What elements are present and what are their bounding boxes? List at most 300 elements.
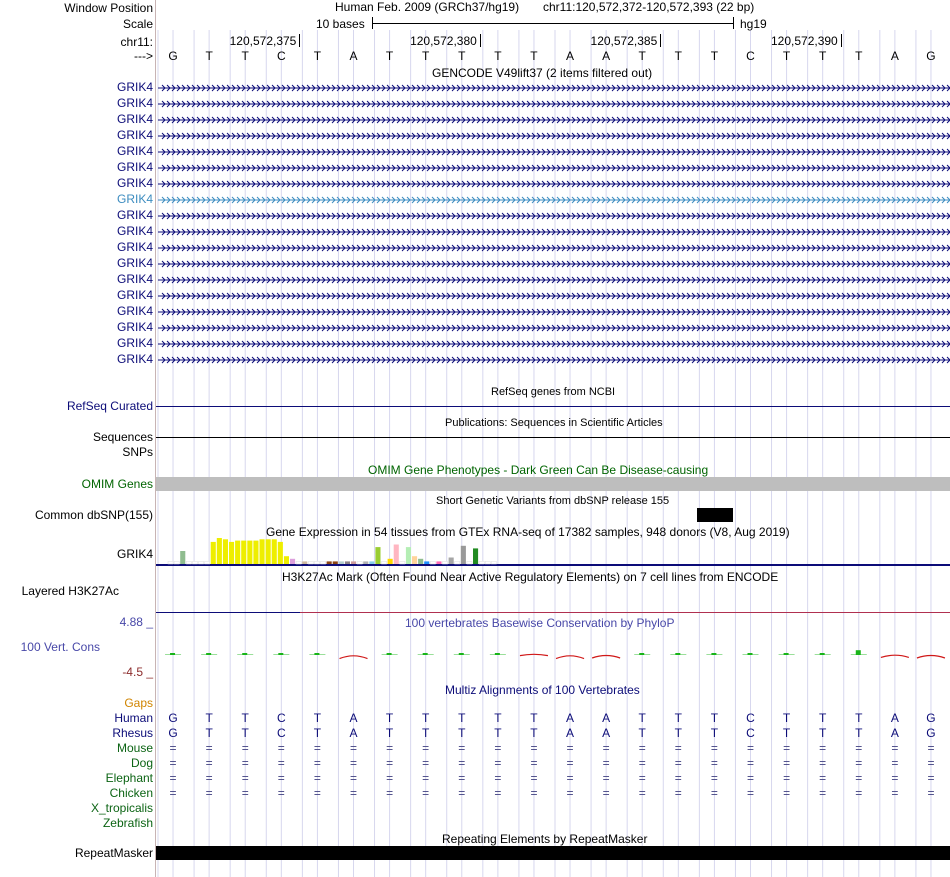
ruler-tick-label: 120,572,390 (770, 34, 838, 48)
multiz-base: = (783, 741, 791, 755)
gencode-gene-label[interactable]: GRIK4 (116, 240, 153, 254)
gtex-tissue-bar (229, 542, 234, 564)
reference-base: T (674, 49, 682, 63)
multiz-species-label[interactable]: Mouse (116, 741, 153, 755)
conservation-positive-mark (495, 653, 500, 655)
ruler-tick (480, 34, 481, 47)
gencode-gene-label[interactable]: GRIK4 (116, 144, 153, 158)
multiz-species-label[interactable]: Chicken (109, 786, 153, 800)
multiz-base: = (927, 786, 935, 800)
multiz-base: T (819, 711, 827, 725)
gtex-tissue-bar (247, 541, 252, 564)
multiz-base: = (710, 741, 718, 755)
conservation-positive-mark (278, 653, 283, 655)
gtex-tissue-bar (199, 561, 204, 564)
multiz-base: = (349, 741, 357, 755)
multiz-base: = (205, 756, 213, 770)
multiz-base: T (855, 726, 863, 740)
conservation-positive-mark (675, 653, 680, 655)
gtex-tissue-bar (296, 561, 301, 564)
gtex-tissue-bar (375, 547, 380, 564)
multiz-base: C (746, 726, 755, 740)
gtex-tissue-bar (430, 561, 435, 564)
gtex-tissue-bar (192, 561, 197, 564)
multiz-base: = (891, 756, 899, 770)
gtex-tissue-bar (235, 541, 240, 564)
scale-bar-right-tick (733, 17, 734, 29)
gencode-gene-model (158, 165, 950, 171)
conservation-ymax-label: 4.88 _ (119, 615, 153, 629)
reference-base: T (422, 49, 430, 63)
gtex-tissue-bar (443, 561, 448, 564)
multiz-base: = (205, 741, 213, 755)
gaps-label: Gaps (124, 696, 153, 710)
multiz-base: C (276, 711, 286, 725)
multiz-base: T (782, 711, 791, 725)
gtex-tissue-bar (345, 561, 350, 564)
h3k27ac-baseline-blue (156, 612, 300, 613)
reference-base: C (276, 49, 286, 63)
reference-base: T (710, 49, 719, 63)
reference-base: T (313, 49, 322, 63)
h3k27ac-track-title: H3K27Ac Mark (Often Found Near Active Regulatory Elements) on 7 cell lines from ENCODE (282, 570, 779, 584)
multiz-base: = (602, 771, 610, 785)
conservation-negative-mark (340, 656, 368, 659)
conservation-negative-mark (520, 654, 548, 655)
gtex-tissue-bar (260, 539, 265, 564)
reference-base: T (638, 49, 646, 63)
multiz-base: A (602, 726, 611, 740)
multiz-base: = (386, 786, 394, 800)
multiz-base: = (674, 786, 682, 800)
multiz-base: T (819, 726, 827, 740)
multiz-base: T (674, 726, 682, 740)
multiz-base: = (819, 741, 827, 755)
multiz-base: T (674, 711, 682, 725)
multiz-base: = (169, 756, 177, 770)
gtex-tissue-bar (363, 561, 368, 564)
gencode-gene-model (158, 261, 950, 267)
gencode-gene-label[interactable]: GRIK4 (116, 288, 153, 302)
multiz-base: = (566, 756, 574, 770)
multiz-species-label[interactable]: Rhesus (112, 726, 153, 740)
omim-track-title: OMIM Gene Phenotypes - Dark Green Can Be Disease-causing (368, 463, 709, 477)
refseq-gene-line[interactable] (156, 406, 950, 407)
multiz-base: = (494, 756, 502, 770)
conservation-positive-mark (639, 653, 644, 655)
multiz-species-label[interactable]: Elephant (105, 771, 153, 785)
gtex-tissue-bar (357, 561, 362, 564)
multiz-base: = (169, 771, 177, 785)
gtex-tissue-bar (412, 556, 417, 564)
gencode-gene-model (158, 357, 950, 363)
multiz-base: = (277, 756, 285, 770)
multiz-base: = (855, 771, 863, 785)
multiz-base: = (746, 756, 754, 770)
multiz-base: = (205, 771, 213, 785)
reference-base: A (566, 49, 575, 63)
h3k27ac-track-label[interactable]: Layered H3K27Ac (21, 584, 119, 598)
dbsnp-variant-block[interactable] (697, 508, 733, 522)
multiz-base: = (313, 786, 321, 800)
multiz-base: T (855, 711, 863, 725)
multiz-base: = (205, 786, 213, 800)
multiz-base: T (241, 726, 249, 740)
multiz-base: = (638, 756, 646, 770)
gencode-gene-label[interactable]: GRIK4 (116, 272, 153, 286)
scale-bar (372, 23, 733, 24)
reference-base: T (494, 49, 502, 63)
multiz-base: = (566, 741, 574, 755)
gtex-tissue-bar (461, 546, 466, 564)
multiz-base: = (638, 741, 646, 755)
gencode-gene-label[interactable]: GRIK4 (116, 256, 153, 270)
gtex-tissue-bar (382, 561, 387, 564)
gencode-gene-label[interactable]: GRIK4 (116, 192, 153, 206)
conservation-positive-mark (711, 653, 716, 655)
gencode-gene-model (158, 229, 950, 235)
gtex-tissue-bar (186, 561, 191, 564)
multiz-track-title: Multiz Alignments of 100 Vertebrates (445, 683, 640, 697)
dbsnp-track-label[interactable]: Common dbSNP(155) (34, 508, 153, 522)
multiz-base: = (602, 741, 610, 755)
gtex-tissue-bar (253, 541, 258, 564)
gencode-gene-label[interactable]: GRIK4 (116, 304, 153, 318)
multiz-base: = (783, 771, 791, 785)
multiz-species-label[interactable]: Zebrafish (102, 816, 153, 830)
ruler-tick-label: 120,572,375 (229, 34, 297, 48)
multiz-base: = (602, 756, 610, 770)
multiz-base: A (890, 711, 899, 725)
refseq-track-title: RefSeq genes from NCBI (491, 386, 616, 398)
reference-base: T (819, 49, 827, 63)
reference-base: G (926, 49, 936, 63)
gencode-gene-model (158, 149, 950, 155)
conservation-negative-mark (881, 655, 909, 657)
multiz-base: T (458, 711, 466, 725)
gtex-tissue-bar (424, 561, 429, 564)
multiz-base: = (710, 786, 718, 800)
gencode-gene-model (158, 85, 950, 91)
repeatmasker-feature-block[interactable] (156, 846, 950, 860)
gtex-tissue-bar (168, 561, 173, 564)
reference-base: T (205, 49, 213, 63)
gencode-gene-label[interactable]: GRIK4 (116, 352, 153, 366)
multiz-base: = (458, 741, 466, 755)
gencode-gene-model (158, 293, 950, 299)
multiz-base: T (385, 711, 394, 725)
multiz-base: = (458, 771, 466, 785)
gtex-tissue-bar (290, 559, 295, 564)
conservation-positive-mark (314, 653, 319, 655)
reference-base: T (241, 49, 249, 63)
multiz-base: A (566, 711, 575, 725)
multiz-base: = (710, 756, 718, 770)
multiz-base: = (855, 756, 863, 770)
multiz-species-label[interactable]: Human (114, 711, 153, 725)
multiz-base: A (602, 711, 611, 725)
gtex-tissue-bar (388, 559, 393, 564)
omim-feature-bar[interactable] (156, 477, 950, 491)
conservation-positive-mark (784, 653, 789, 655)
gtex-tissue-bar (485, 561, 490, 564)
track-label-column (0, 0, 155, 877)
gtex-tissue-bar (327, 561, 332, 564)
assembly-name: Human Feb. 2009 (GRCh37/hg19) (335, 0, 520, 14)
multiz-base: = (783, 756, 791, 770)
gencode-gene-label[interactable]: GRIK4 (116, 160, 153, 174)
gtex-track-label[interactable]: GRIK4 (116, 547, 153, 561)
multiz-base: = (349, 756, 357, 770)
multiz-base: G (926, 726, 936, 740)
reference-base: T (782, 49, 791, 63)
multiz-base: = (169, 741, 177, 755)
gencode-gene-label[interactable]: GRIK4 (116, 224, 153, 238)
gencode-track-title: GENCODE V49lift37 (2 items filtered out) (432, 66, 653, 80)
multiz-base: = (494, 741, 502, 755)
multiz-base: = (349, 771, 357, 785)
multiz-base: G (926, 711, 936, 725)
gtex-tissue-bar (418, 559, 423, 564)
gtex-tissue-bar (241, 541, 246, 564)
multiz-base: C (276, 726, 286, 740)
multiz-base: = (169, 786, 177, 800)
gtex-tissue-bar (333, 561, 338, 564)
multiz-species-label[interactable]: Dog (130, 756, 153, 770)
multiz-base: = (241, 756, 249, 770)
strand-label: ---> (134, 49, 153, 63)
snps-track-label[interactable]: SNPs (122, 445, 153, 459)
gtex-tissue-bar (217, 538, 222, 564)
gtex-tissue-bar (369, 561, 374, 564)
gtex-tissue-bar (351, 561, 356, 564)
gencode-gene-model (158, 197, 950, 203)
multiz-base: T (241, 711, 249, 725)
multiz-base: = (241, 771, 249, 785)
window-position-label: Window Position (64, 1, 153, 15)
multiz-base: T (530, 711, 538, 725)
gencode-gene-label[interactable]: GRIK4 (116, 96, 153, 110)
gtex-tissue-bar (436, 561, 441, 564)
multiz-base: T (710, 726, 719, 740)
gtex-tissue-bar (211, 542, 216, 564)
multiz-species-label[interactable]: X_tropicalis (90, 801, 153, 815)
multiz-base: = (494, 771, 502, 785)
gtex-tissue-bar (400, 561, 405, 564)
reference-base: A (890, 49, 899, 63)
multiz-base: = (530, 741, 538, 755)
gtex-tissue-bar (266, 539, 271, 564)
gtex-tissue-bar (174, 561, 179, 564)
ruler-tick-label: 120,572,385 (590, 34, 658, 48)
multiz-base: = (674, 771, 682, 785)
gtex-track-title: Gene Expression in 54 tissues from GTEx RNA-seq of 17382 samples, 948 donors (V8, Aug 2019) (266, 525, 790, 539)
multiz-base: = (313, 741, 321, 755)
multiz-base: = (422, 741, 430, 755)
multiz-base: G (168, 726, 178, 740)
conservation-wiggle[interactable] (156, 628, 950, 678)
gencode-gene-model (158, 181, 950, 187)
publications-track-label[interactable]: Sequences (92, 430, 153, 444)
multiz-base: T (205, 726, 213, 740)
multiz-base: = (313, 771, 321, 785)
gtex-tissue-bar (449, 558, 454, 565)
multiz-base: T (494, 726, 502, 740)
multiz-base: A (890, 726, 899, 740)
multiz-base: C (746, 711, 755, 725)
gtex-bar-chart[interactable] (156, 538, 950, 568)
dbsnp-track-title: Short Genetic Variants from dbSNP release 155 (436, 495, 670, 507)
window-position-value: chr11:120,572,372-120,572,393 (22 bp) (543, 0, 755, 14)
multiz-base: = (819, 756, 827, 770)
gtex-tissue-bar (278, 542, 283, 564)
multiz-base: T (638, 726, 646, 740)
reference-base: T (855, 49, 863, 63)
gencode-gene-model (158, 325, 950, 331)
multiz-base: = (386, 771, 394, 785)
gtex-tissue-bar (180, 551, 185, 564)
multiz-base: = (458, 756, 466, 770)
multiz-base: = (819, 771, 827, 785)
conservation-positive-mark (242, 653, 247, 655)
multiz-base: = (602, 786, 610, 800)
multiz-base: = (927, 756, 935, 770)
gtex-tissue-bar (205, 561, 210, 564)
multiz-base: = (422, 771, 430, 785)
multiz-base: = (638, 771, 646, 785)
ruler-tick-label: 120,572,380 (410, 34, 477, 48)
gencode-gene-label[interactable]: GRIK4 (116, 176, 153, 190)
multiz-base: = (566, 786, 574, 800)
multiz-base: = (927, 741, 935, 755)
multiz-base: G (168, 711, 178, 725)
repeatmasker-track-title: Repeating Elements by RepeatMasker (442, 832, 648, 846)
multiz-base: T (205, 711, 213, 725)
gencode-gene-model (158, 309, 950, 315)
gencode-gene-label[interactable]: GRIK4 (116, 112, 153, 126)
gtex-tissue-bar (321, 561, 326, 564)
reference-base: T (385, 49, 394, 63)
multiz-base: = (819, 786, 827, 800)
ruler-tick (660, 34, 661, 47)
multiz-base: A (349, 726, 358, 740)
gencode-gene-model (158, 101, 950, 107)
multiz-base: = (746, 741, 754, 755)
gencode-gene-label[interactable]: GRIK4 (116, 208, 153, 222)
reference-base: G (168, 49, 178, 63)
multiz-base: = (277, 741, 285, 755)
multiz-base: T (385, 726, 394, 740)
multiz-base: = (855, 741, 863, 755)
multiz-base: = (855, 786, 863, 800)
conservation-positive-mark (387, 653, 392, 655)
gencode-gene-models[interactable] (156, 80, 950, 380)
multiz-base: A (349, 711, 358, 725)
scale-text: 10 bases (316, 17, 365, 31)
omim-track-label[interactable]: OMIM Genes (81, 477, 153, 491)
h3k27ac-baseline-red (300, 612, 950, 613)
multiz-base: T (313, 726, 322, 740)
gtex-tissue-bar (272, 539, 277, 564)
gtex-tissue-bar (394, 545, 399, 565)
multiz-base: A (566, 726, 575, 740)
publications-track-title: Publications: Sequences in Scientific Articles (445, 417, 663, 429)
repeatmasker-track-label[interactable]: RepeatMasker (74, 846, 153, 860)
ruler-tick (841, 34, 842, 47)
gtex-tissue-bar (339, 561, 344, 564)
gencode-gene-model (158, 245, 950, 251)
multiz-base: = (638, 786, 646, 800)
multiz-base: T (530, 726, 538, 740)
ruler-tick (299, 34, 300, 47)
conservation-positive-mark (423, 653, 428, 655)
reference-base: T (458, 49, 466, 63)
conservation-positive-mark (459, 653, 464, 655)
multiz-base: = (386, 741, 394, 755)
multiz-base: = (313, 756, 321, 770)
track-area[interactable] (156, 0, 950, 877)
multiz-base: = (746, 786, 754, 800)
multiz-base: = (530, 786, 538, 800)
conservation-negative-mark (592, 656, 620, 659)
multiz-base: = (530, 771, 538, 785)
gencode-gene-label[interactable]: GRIK4 (116, 336, 153, 350)
multiz-base: = (891, 786, 899, 800)
gencode-gene-label[interactable]: GRIK4 (116, 128, 153, 142)
conservation-negative-mark (556, 656, 584, 659)
gtex-tissue-bar (491, 561, 496, 564)
gencode-gene-label[interactable]: GRIK4 (116, 80, 153, 94)
multiz-base: T (638, 711, 646, 725)
multiz-base: = (566, 771, 574, 785)
conservation-positive-mark (748, 653, 753, 655)
conservation-negative-mark (917, 656, 945, 659)
multiz-base: T (458, 726, 466, 740)
gencode-gene-model (158, 213, 950, 219)
multiz-base: = (386, 756, 394, 770)
multiz-base: = (422, 756, 430, 770)
multiz-base: = (349, 786, 357, 800)
chrom-label: chr11: (120, 35, 153, 49)
gtex-tissue-bar (467, 561, 472, 564)
gtex-tissue-bar (308, 561, 313, 564)
multiz-base: = (674, 756, 682, 770)
reference-base: A (602, 49, 611, 63)
gtex-tissue-bar (302, 561, 307, 564)
conservation-track-label[interactable]: 100 Vert. Cons (20, 640, 100, 654)
refseq-track-label[interactable]: RefSeq Curated (66, 399, 153, 413)
publications-feature-line[interactable] (156, 437, 950, 438)
gencode-gene-label[interactable]: GRIK4 (116, 320, 153, 334)
multiz-base: T (494, 711, 502, 725)
multiz-base: = (927, 771, 935, 785)
multiz-base: = (458, 786, 466, 800)
multiz-base: = (891, 741, 899, 755)
gtex-tissue-bar (455, 561, 460, 564)
multiz-base: T (422, 726, 430, 740)
multiz-base: T (710, 711, 719, 725)
multiz-base: = (530, 756, 538, 770)
multiz-base: = (746, 771, 754, 785)
gencode-gene-model (158, 117, 950, 123)
multiz-base: = (674, 741, 682, 755)
multiz-base: = (277, 771, 285, 785)
reference-base: C (746, 49, 755, 63)
multiz-base: = (710, 771, 718, 785)
scale-label: Scale (122, 17, 153, 31)
conservation-positive-mark (170, 653, 175, 655)
multiz-base: = (241, 786, 249, 800)
